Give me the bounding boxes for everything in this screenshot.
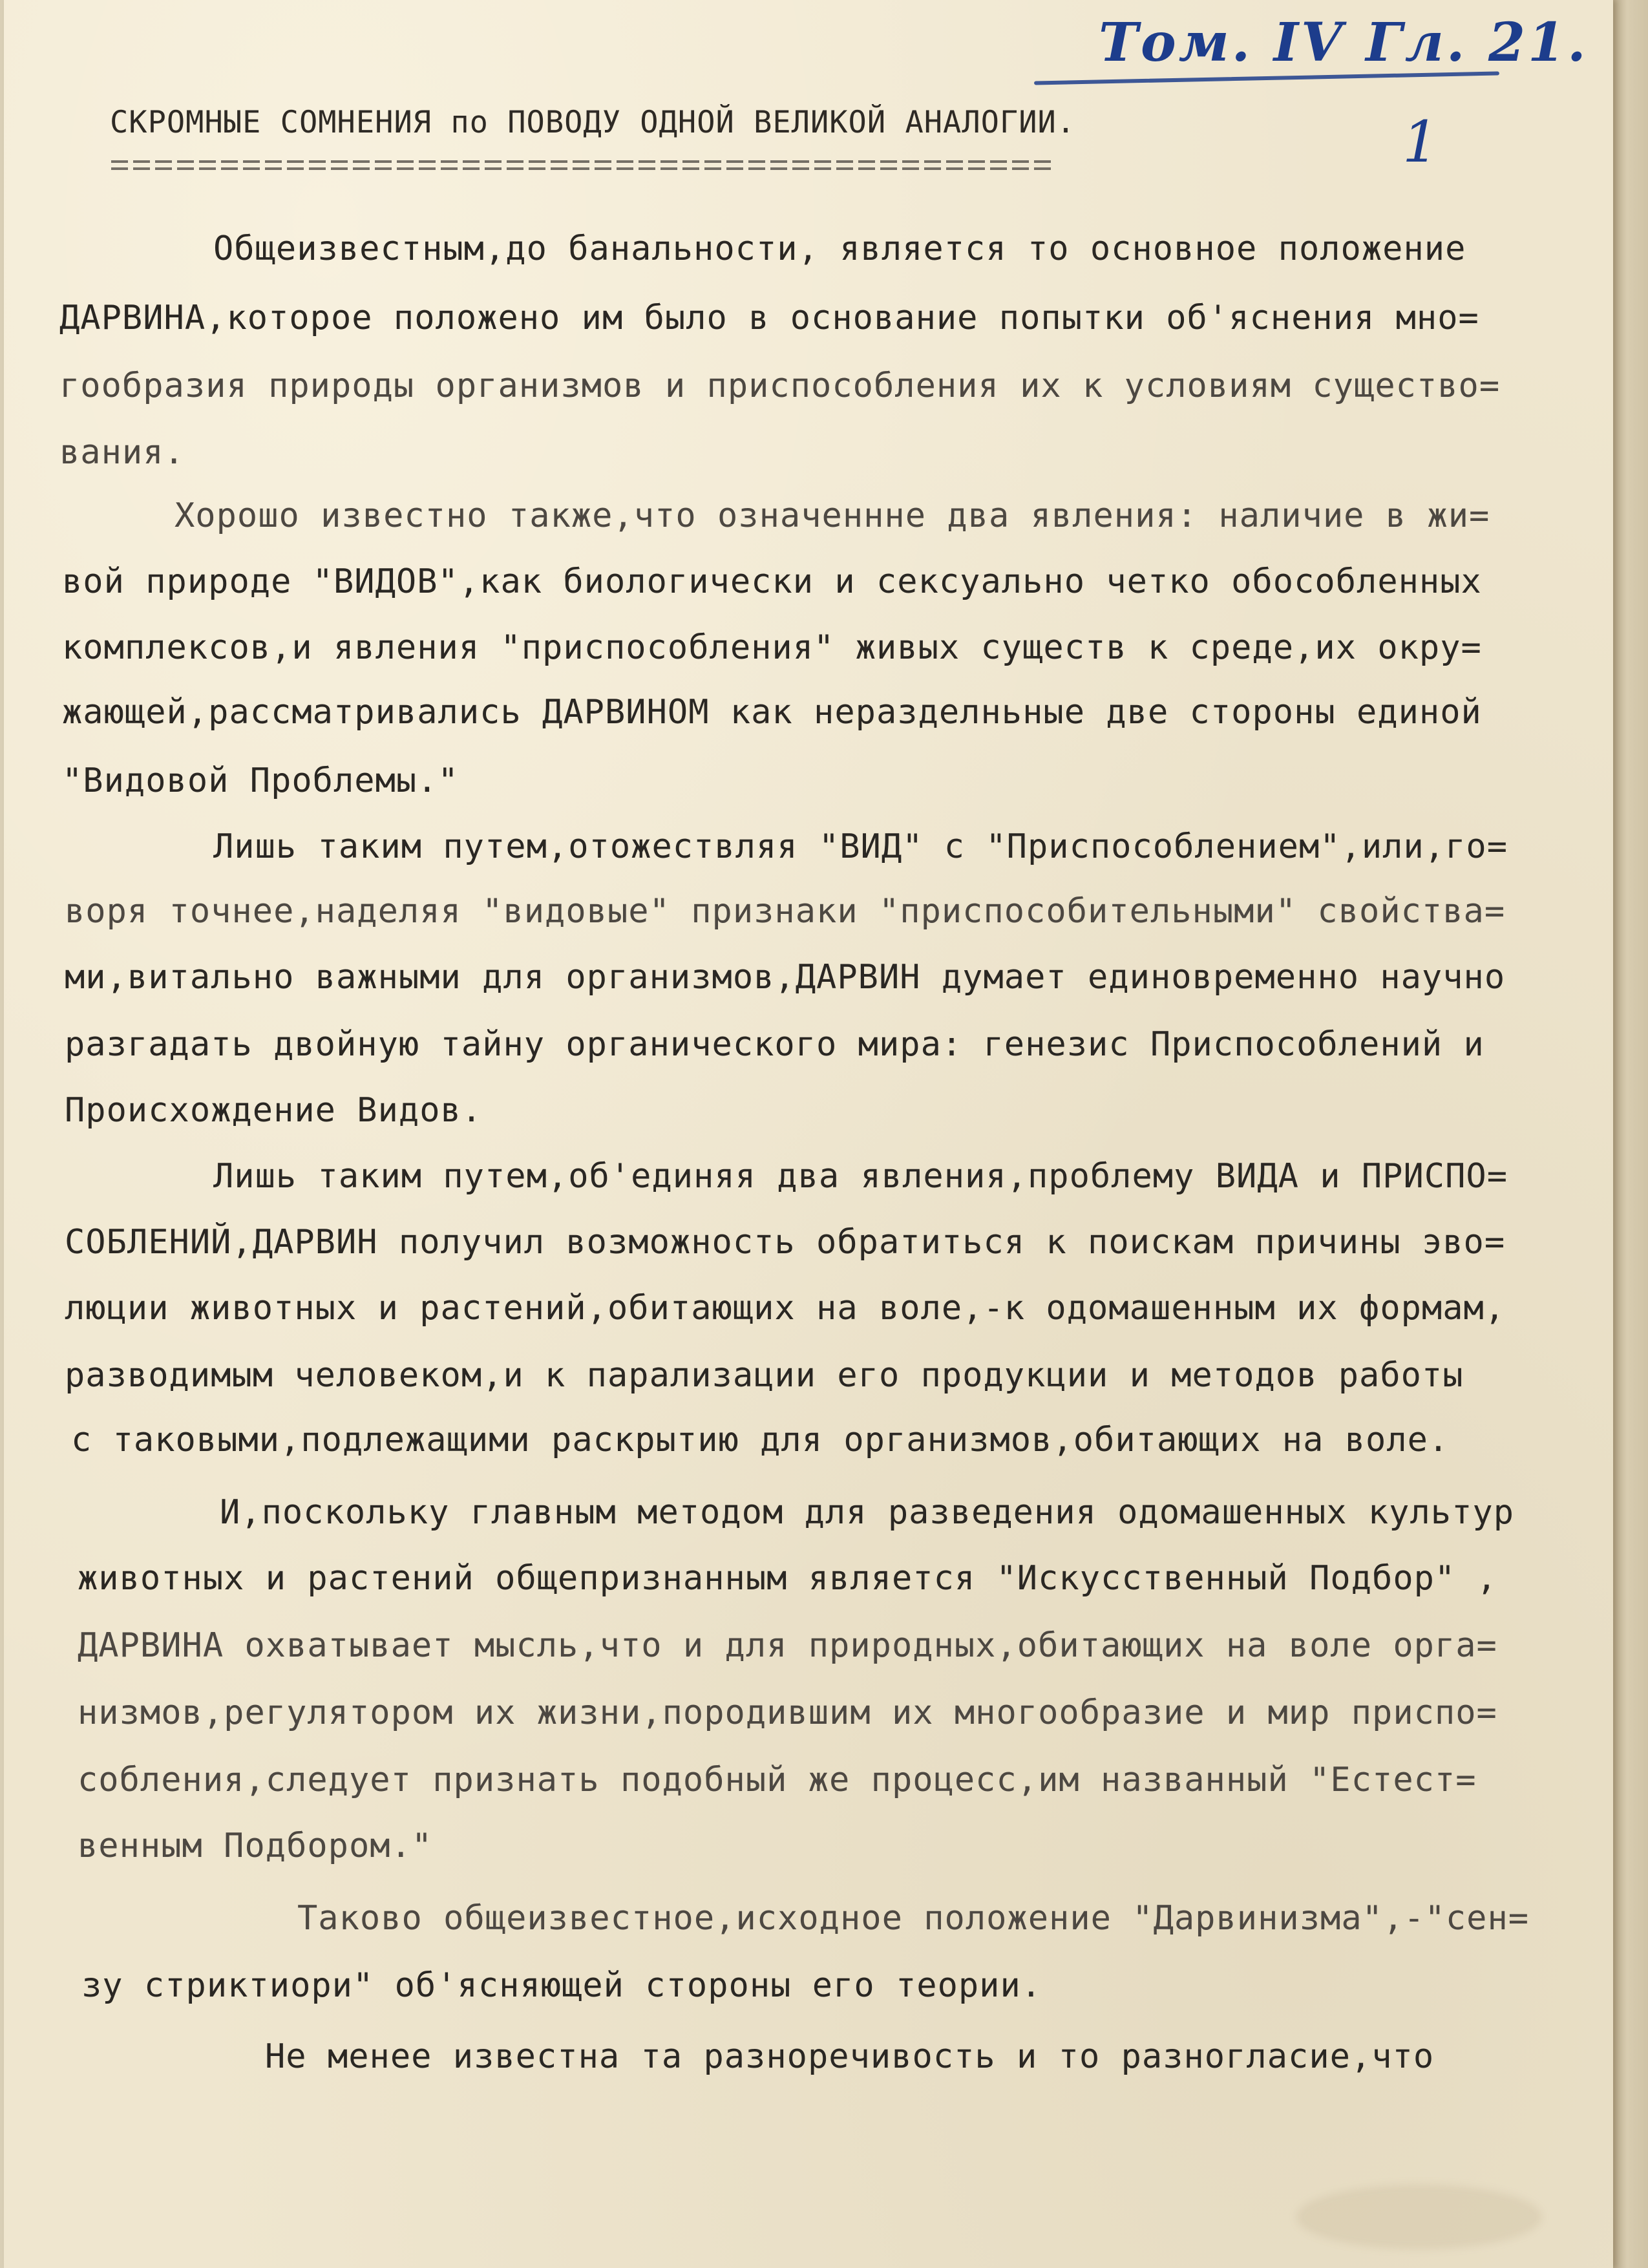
- text-line-21: животных и растений общепризнанным является "Искусственный Подбор" ,: [78, 1559, 1497, 1598]
- text-line-23: низмов,регулятором их жизни,породившим их многообразие и мир приспо=: [78, 1693, 1497, 1732]
- text-line-13: разгадать двойную тайну органического мира: генезис Приспособлений и: [65, 1025, 1484, 1064]
- title-underline: [111, 160, 1055, 171]
- page-number: 1: [1402, 109, 1439, 175]
- text-line-20: И,поскольку главным методом для разведения одомашенных культур: [220, 1493, 1515, 1532]
- text-line-26: Таково общеизвестное,исходное положение "Дарвинизма",-"сен=: [297, 1899, 1530, 1938]
- text-line-17: люции животных и растений,обитающих на воле,-к одомашенным их формам,: [65, 1289, 1506, 1328]
- text-line-7: комплексов,и явления "приспособления" живых существ к среде,их окру=: [62, 628, 1482, 667]
- text-line-8: жающей,рассматривались ДАРВИНОМ как неразделньные две стороны единой: [62, 693, 1482, 732]
- text-line-18: разводимым человеком,и к парализации его продукции и методов работы: [65, 1356, 1464, 1395]
- text-line-19: с таковыми,подлежащими раскрытию для организмов,обитающих на воле.: [71, 1421, 1450, 1459]
- text-line-11: воря точнее,наделяя "видовые" признаки "приспособительными" свойства=: [65, 892, 1506, 931]
- text-line-5: Хорошо известно также,что означеннне два явления: наличие в жи=: [174, 496, 1490, 535]
- archive-mark: Том. IV Гл. 21.: [1099, 12, 1589, 74]
- text-line-14: Происхождение Видов.: [65, 1091, 483, 1130]
- text-line-3: гообразия природы организмов и приспособления их к условиям существо=: [59, 366, 1501, 405]
- text-line-27: зу стриктиори" об'ясняющей стороны его теории.: [81, 1966, 1042, 2005]
- text-line-25: венным Подбором.": [78, 1827, 433, 1865]
- document-title: СКРОМНЫЕ СОМНЕНИЯ по ПОВОДУ ОДНОЙ ВЕЛИКОЙ АНАЛОГИИ.: [110, 105, 1076, 140]
- text-line-10: Лишь таким путем,отожествляя "ВИД" с "Приспособлением",или,го=: [213, 827, 1508, 866]
- text-line-6: вой природе "ВИДОВ",как биологически и сексуально четко обособленных: [62, 562, 1482, 601]
- text-line-2: ДАРВИНА,которое положено им было в основание попытки об'яснения мно=: [59, 299, 1479, 337]
- text-line-1: Общеизвестным,до банальности, является то основное положение: [213, 229, 1466, 268]
- text-line-12: ми,витально важными для организмов,ДАРВИН думает единовременно научно: [65, 958, 1506, 997]
- text-line-15: Лишь таким путем,об'единяя два явления,проблему ВИДА и ПРИСПО=: [213, 1157, 1508, 1196]
- text-line-9: "Видовой Проблемы.": [62, 761, 459, 800]
- text-line-28: Не менее известна та разноречивость и то разногласие,что: [265, 2037, 1435, 2076]
- text-line-16: СОБЛЕНИЙ,ДАРВИН получил возможность обратиться к поискам причины эво=: [65, 1223, 1506, 1262]
- text-line-4: вания.: [59, 433, 185, 472]
- text-line-24: собления,следует признать подобный же процесс,им названный "Естест=: [78, 1761, 1477, 1799]
- text-line-22: ДАРВИНА охватывает мысль,что и для природных,обитающих на воле орга=: [78, 1626, 1497, 1665]
- scan-background-edge: [1613, 0, 1648, 2268]
- paper-stain: [1296, 2185, 1542, 2249]
